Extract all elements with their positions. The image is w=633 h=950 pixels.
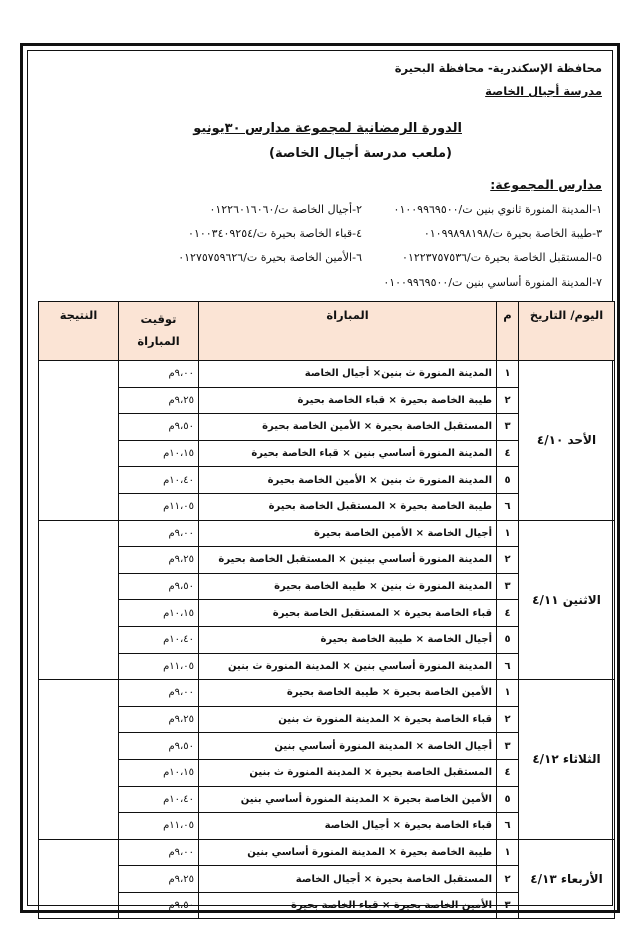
match-cell: الأمين الخاصة بحيرة × المدينة المنورة أساسي بنين <box>199 786 497 813</box>
match-cell: المستقبل الخاصة بحيرة × أجيال الخاصة <box>199 866 497 893</box>
school-name: مدرسة أجيال الخاصة <box>485 84 602 98</box>
match-cell: طيبة الخاصة بحيرة × المستقبل الخاصة بحيرة <box>199 493 497 520</box>
school-item: ٦-الأمين الخاصة بحيرة ت/٠١٢٧٥٧٥٩٦٢٦ <box>178 251 362 264</box>
match-time: ٩،٢٥م <box>119 866 199 893</box>
match-time: ١٠،٤٠م <box>119 626 199 653</box>
match-number: ٥ <box>497 626 519 653</box>
match-number: ١ <box>497 839 519 866</box>
school-item: ٣-طيبة الخاصة بحيرة ت/٠١٠٩٩٨٩٨١٩٨ <box>423 227 602 240</box>
day-date-cell: الثلاثاء ٤/١٢ <box>519 680 615 840</box>
match-cell: المدينة المنورة أساسي بنين × قباء الخاصة بحيرة <box>199 440 497 467</box>
schedule-body <box>39 361 615 919</box>
match-number: ٢ <box>497 547 519 574</box>
match-cell: الأمين الخاصة بحيرة × قباء الخاصة بحيرة <box>199 892 497 919</box>
match-cell: أجيال الخاصة × الأمين الخاصة بحيرة <box>199 520 497 547</box>
match-number: ٢ <box>497 706 519 733</box>
match-cell: قباء الخاصة بحيرة × المدينة المنورة ث بنين <box>199 706 497 733</box>
match-time: ٩،٥٠م <box>119 733 199 760</box>
match-time: ٩،٠٠م <box>119 839 199 866</box>
schedule-table <box>38 301 615 919</box>
table-row <box>39 839 615 866</box>
match-number: ٢ <box>497 866 519 893</box>
match-time: ١٠،١٥م <box>119 600 199 627</box>
table-row <box>39 680 615 707</box>
match-time: ٩،٢٥م <box>119 547 199 574</box>
match-time: ٩،٠٠م <box>119 361 199 388</box>
header-time: توقيت المباراة <box>119 302 199 361</box>
match-cell: المدينة المنورة أساسي بنين × المدينة المنورة ث بنين <box>199 653 497 680</box>
match-number: ٦ <box>497 813 519 840</box>
match-number: ٤ <box>497 600 519 627</box>
table-row <box>39 361 615 388</box>
school-item: ٤-قباء الخاصة بحيرة ت/٠١٠٠٣٤٠٩٢٥٤ <box>188 227 362 240</box>
tournament-venue: (ملعب مدرسة أجيال الخاصة) <box>269 146 452 161</box>
match-number: ٤ <box>497 759 519 786</box>
result-cell <box>39 839 119 919</box>
match-cell: قباء الخاصة بحيرة × أجيال الخاصة <box>199 813 497 840</box>
match-time: ٩،٢٥م <box>119 387 199 414</box>
day-date-cell: الأربعاء ٤/١٣ <box>519 839 615 919</box>
school-item: ٧-المدينة المنورة أساسي بنين ت/٠١٠٠٩٩٦٩٥٠٠ <box>383 276 602 289</box>
document-page <box>20 43 620 913</box>
match-number: ٣ <box>497 414 519 441</box>
match-time: ١٠،٤٠م <box>119 467 199 494</box>
match-time: ١١،٠٥م <box>119 493 199 520</box>
match-number: ٥ <box>497 786 519 813</box>
match-cell: أجيال الخاصة × طيبة الخاصة بحيرة <box>199 626 497 653</box>
match-number: ٤ <box>497 440 519 467</box>
tournament-title: الدورة الرمضانية لمجموعة مدارس ٣٠يونيو <box>193 121 462 136</box>
result-cell <box>39 361 119 521</box>
table-header-row <box>39 302 615 361</box>
match-number: ٣ <box>497 892 519 919</box>
match-time: ٩،٠٠م <box>119 680 199 707</box>
result-cell <box>39 680 119 840</box>
match-number: ١ <box>497 520 519 547</box>
match-cell: المدينة المنورة ث بنين × الأمين الخاصة بحيرة <box>199 467 497 494</box>
match-time: ٩،٥٠م <box>119 573 199 600</box>
match-cell: المستقبل الخاصة بحيرة × الأمين الخاصة بحيرة <box>199 414 497 441</box>
match-time: ٩،٢٥م <box>119 706 199 733</box>
match-cell: المدينة المنورة ث بنين × طيبة الخاصة بحيرة <box>199 573 497 600</box>
match-number: ٦ <box>497 493 519 520</box>
document-inner-border <box>27 50 613 912</box>
match-time: ١١،٠٥م <box>119 653 199 680</box>
match-number: ٢ <box>497 387 519 414</box>
match-cell: أجيال الخاصة × المدينة المنورة أساسي بنين <box>199 733 497 760</box>
day-date-cell: الاثنين ٤/١١ <box>519 520 615 680</box>
match-number: ٣ <box>497 733 519 760</box>
header-day: اليوم/ التاريخ <box>519 302 615 361</box>
school-item: ٥-المستقبل الخاصة بحيرة ت/٠١٢٢٣٧٥٧٥٣٦ <box>402 251 602 264</box>
match-cell: المدينة المنورة ث بنين× أجيال الخاصة <box>199 361 497 388</box>
result-cell <box>39 520 119 680</box>
match-time: ٩،٠٠م <box>119 520 199 547</box>
match-cell: طيبة الخاصة بحيرة × المدينة المنورة أساسي بنين <box>199 839 497 866</box>
match-time: ١١،٠٥م <box>119 813 199 840</box>
match-time: ١٠،١٥م <box>119 440 199 467</box>
match-number: ٣ <box>497 573 519 600</box>
match-time: ٩،٥٠م <box>119 414 199 441</box>
match-cell: الأمين الخاصة بحيرة × طيبة الخاصة بحيرة <box>199 680 497 707</box>
header-result: النتيجة <box>39 302 119 361</box>
match-cell: المدينة المنورة أساسي بينين × المستقبل الخاصة بحيرة <box>199 547 497 574</box>
match-number: ١ <box>497 361 519 388</box>
school-item: ١-المدينة المنورة ثانوي بنين ت/٠١٠٠٩٩٦٩٥٠٠ <box>393 203 602 216</box>
match-time: ٩،٥٠م <box>119 892 199 919</box>
school-item: ٢-أجيال الخاصة ت/٠١٢٢٦٠١٦٠٦٠ <box>209 203 362 216</box>
governorate-line: محافظة الإسكندرية- محافظة البحيرة <box>394 61 602 75</box>
match-time: ١٠،٤٠م <box>119 786 199 813</box>
header-match: المباراة <box>199 302 497 361</box>
match-cell: طيبة الخاصة بحيرة × قباء الخاصة بحيرة <box>199 387 497 414</box>
match-cell: المستقبل الخاصة بحيرة × المدينة المنورة ث بنين <box>199 759 497 786</box>
match-number: ١ <box>497 680 519 707</box>
match-number: ٦ <box>497 653 519 680</box>
header-number: م <box>497 302 519 361</box>
day-date-cell: الأحد ٤/١٠ <box>519 361 615 521</box>
group-schools-label: مدارس المجموعة: <box>490 177 602 192</box>
table-row <box>39 520 615 547</box>
match-time: ١٠،١٥م <box>119 759 199 786</box>
match-number: ٥ <box>497 467 519 494</box>
match-cell: قباء الخاصة بحيرة × المستقبل الخاصة بحيرة <box>199 600 497 627</box>
